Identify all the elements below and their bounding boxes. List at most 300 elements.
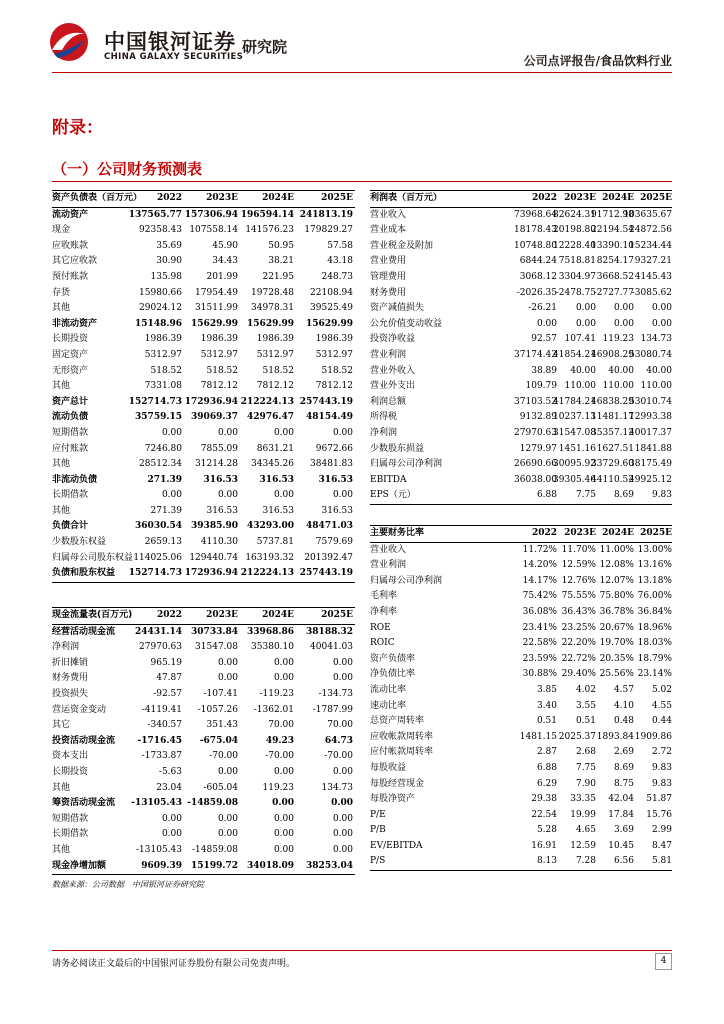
cell-value: 27970.63 — [514, 427, 557, 438]
cell-value: 0.00 — [217, 813, 238, 824]
cell-value: 35.69 — [156, 240, 182, 251]
row-label: 其他 — [52, 505, 71, 516]
cell-value: 44110.52 — [591, 474, 634, 485]
cell-value: 0.00 — [273, 657, 294, 668]
row-label: 其他 — [52, 303, 71, 314]
cell-value: 0.00 — [273, 766, 294, 777]
cell-value: 14.20% — [522, 560, 557, 571]
table-row — [52, 504, 355, 520]
table-header-row — [370, 190, 672, 208]
row-label: 流动负债 — [52, 412, 89, 423]
table-row — [370, 348, 672, 364]
cell-value: 0.00 — [273, 490, 294, 501]
row-label: 归属母公司净利润 — [370, 575, 443, 586]
cell-value: 12.59% — [561, 560, 596, 571]
cell-value: 0.00 — [273, 813, 294, 824]
cell-value: 33729.60 — [591, 459, 634, 470]
cell-value: 316.53 — [321, 505, 353, 516]
cell-value: 0.00 — [273, 673, 294, 684]
cell-value: 37174.42 — [514, 349, 557, 360]
cell-value: 0.00 — [217, 657, 238, 668]
cell-value: 137565.77 — [128, 209, 182, 220]
table-row — [52, 348, 355, 364]
table-title: 现金流量表(百万元) — [52, 610, 133, 620]
page-number: 4 — [655, 953, 672, 970]
cell-value: 119.23 — [602, 334, 634, 345]
cell-value: 4.57 — [613, 684, 634, 695]
table-row — [370, 730, 672, 746]
cell-value: 38.89 — [531, 365, 557, 376]
cell-value: 114025.06 — [133, 552, 182, 563]
cell-value: 11.72% — [522, 544, 557, 555]
cell-value: 12.59 — [570, 840, 596, 851]
cell-value: 20198.80 — [553, 225, 596, 236]
row-label: 其他 — [52, 782, 71, 793]
row-label: 短期借款 — [52, 813, 89, 824]
cell-value: 82624.31 — [553, 209, 596, 220]
cell-value: 7855.09 — [200, 443, 238, 454]
report-type: 公司点评报告/食品饮料行业 — [523, 54, 672, 68]
cell-value: 38175.49 — [629, 459, 672, 470]
cash-flow-table — [52, 607, 355, 875]
cell-value: 110.00 — [640, 381, 672, 392]
cell-value: 201.99 — [206, 271, 238, 282]
table-row — [52, 734, 355, 750]
cell-value: 40041.03 — [310, 642, 353, 653]
cell-value: 3068.12 — [519, 271, 557, 282]
table-row — [52, 286, 355, 302]
row-label: 财务费用 — [370, 287, 407, 298]
cell-value: 1481.15 — [519, 731, 557, 742]
cell-value: 4.02 — [575, 684, 596, 695]
row-label: 应收账款 — [52, 240, 89, 251]
year-header: 2022 — [156, 193, 182, 203]
table-row — [370, 395, 672, 411]
cell-value: 51.87 — [646, 794, 672, 805]
cell-value: 0.00 — [651, 318, 672, 329]
cell-value: 22.72% — [561, 653, 596, 664]
row-label: 其它 — [52, 720, 71, 731]
cell-value: 5312.97 — [315, 349, 353, 360]
table-row — [370, 667, 672, 683]
row-label: 投资活动现金流 — [52, 735, 116, 746]
year-header: 2022 — [156, 610, 182, 620]
cell-value: 351.43 — [206, 720, 238, 731]
cell-value: 40.00 — [570, 365, 596, 376]
cell-value: 35380.10 — [251, 642, 294, 653]
year-header: 2025E — [640, 193, 672, 203]
cell-value: 0.00 — [161, 813, 182, 824]
cell-value: 316.53 — [206, 505, 238, 516]
cell-value: 2.69 — [613, 747, 634, 758]
cell-value: 26690.66 — [514, 459, 557, 470]
cell-value: 1986.39 — [200, 334, 238, 345]
row-label: 其它应收款 — [52, 256, 98, 267]
table-row — [52, 379, 355, 395]
cell-value: 316.53 — [259, 474, 294, 485]
cell-value: 15629.99 — [306, 318, 353, 329]
table-row — [370, 286, 672, 302]
cell-value: 20.67% — [599, 622, 634, 633]
cell-value: 221.95 — [262, 271, 294, 282]
year-header: 2023E — [564, 528, 596, 538]
cell-value: -119.23 — [259, 688, 294, 699]
cell-value: 134.73 — [640, 334, 672, 345]
row-label: 预付账款 — [52, 271, 89, 282]
cell-value: -675.04 — [199, 735, 238, 746]
table-row — [52, 426, 355, 442]
table-row — [52, 223, 355, 239]
cell-value: 1841.88 — [634, 443, 672, 454]
table-row — [370, 605, 672, 621]
cell-value: 8631.21 — [256, 443, 294, 454]
row-label: EPS（元） — [370, 490, 416, 501]
cell-value: 34978.31 — [251, 303, 294, 314]
row-label: 管理费用 — [370, 271, 407, 282]
cell-value: 41854.21 — [553, 349, 596, 360]
cell-value: 1279.97 — [519, 443, 557, 454]
table-row — [370, 270, 672, 286]
row-label: 总资产周转率 — [370, 716, 425, 727]
table-row — [370, 839, 672, 855]
cell-value: 7.90 — [575, 778, 596, 789]
table-row — [52, 640, 355, 656]
table-row — [52, 519, 355, 535]
cell-value: 271.39 — [150, 505, 182, 516]
cell-value: 11.70% — [561, 544, 596, 555]
cell-value: 0.00 — [161, 829, 182, 840]
table-row — [370, 854, 672, 871]
table-row — [52, 671, 355, 687]
cell-value: -1733.87 — [141, 751, 182, 762]
table-row — [52, 859, 355, 876]
cell-value: -340.57 — [147, 720, 182, 731]
cell-value: 248.73 — [321, 271, 353, 282]
cell-value: 13.16% — [637, 560, 672, 571]
cell-value: 30.90 — [156, 256, 182, 267]
row-label: 其他 — [52, 381, 71, 392]
cell-value: 2.72 — [651, 747, 672, 758]
cell-value: 0.00 — [332, 813, 353, 824]
row-label: 无形资产 — [52, 365, 89, 376]
cell-value: 29.40% — [561, 669, 596, 680]
cell-value: -3085.62 — [631, 287, 672, 298]
cell-value: 0.00 — [217, 490, 238, 501]
table-row — [52, 364, 355, 380]
cell-value: 1627.51 — [596, 443, 634, 454]
cell-value: 36.84% — [637, 606, 672, 617]
cell-value: 7246.80 — [144, 443, 182, 454]
row-label: 营业外支出 — [370, 381, 416, 392]
cell-value: 31547.08 — [195, 642, 238, 653]
cell-value: 4.10 — [613, 700, 634, 711]
table-row — [52, 625, 355, 641]
cell-value: 179829.27 — [304, 225, 353, 236]
row-label: 现金净增加额 — [52, 860, 107, 871]
cell-value: 9327.21 — [634, 256, 672, 267]
row-label: 资本支出 — [52, 751, 89, 762]
row-label: 固定资产 — [52, 349, 89, 360]
cell-value: 20.35% — [599, 653, 634, 664]
row-label: 应付帐款周转率 — [370, 747, 434, 758]
row-label: 营业税金及附加 — [370, 240, 434, 251]
table-title: 利润表（百万元） — [370, 193, 443, 203]
footer-divider — [52, 950, 672, 951]
cell-value: 13.18% — [637, 575, 672, 586]
cell-value: 18178.43 — [514, 225, 557, 236]
institute-label: 研究院 — [242, 38, 288, 56]
table-row — [52, 765, 355, 781]
cell-value: 47.87 — [156, 673, 182, 684]
row-label: 其他 — [52, 459, 71, 470]
row-label: 营业利润 — [370, 349, 407, 360]
cell-value: 42.04 — [608, 794, 634, 805]
cell-value: 76.00% — [637, 591, 672, 602]
table-row — [370, 683, 672, 699]
cell-value: 110.00 — [564, 381, 596, 392]
row-label: EBITDA — [370, 474, 407, 485]
row-label: 少数股东权益 — [52, 537, 107, 548]
cell-value: -2026.35 — [516, 287, 557, 298]
cell-value: 0.44 — [651, 716, 672, 727]
table-row — [52, 566, 355, 583]
cell-value: 50.95 — [268, 240, 294, 251]
cell-value: 4110.30 — [200, 537, 238, 548]
cell-value: 46838.29 — [591, 396, 634, 407]
section-divider — [52, 181, 672, 182]
table-row — [52, 254, 355, 270]
year-header: 2024E — [602, 193, 634, 203]
cell-value: 22108.94 — [310, 287, 353, 298]
cell-value: 70.00 — [327, 720, 353, 731]
table-row — [52, 796, 355, 812]
cell-value: -107.41 — [203, 688, 238, 699]
table-row — [370, 457, 672, 473]
cell-value: -14859.08 — [192, 844, 238, 855]
cell-value: 22194.54 — [591, 225, 634, 236]
cell-value: 8.69 — [613, 762, 634, 773]
cell-value: 6.56 — [613, 856, 634, 867]
row-label: P/E — [370, 809, 386, 820]
cell-value: 0.00 — [273, 844, 294, 855]
cell-value: 40017.37 — [629, 427, 672, 438]
row-label: 营运资金变动 — [52, 704, 107, 715]
cell-value: 38481.83 — [310, 459, 353, 470]
cell-value: 212224.13 — [240, 568, 294, 579]
table-row — [370, 589, 672, 605]
cell-value: 518.52 — [150, 365, 182, 376]
row-label: 负债和股东权益 — [52, 568, 116, 579]
financial-ratios-table — [370, 525, 672, 871]
cell-value: 965.19 — [150, 657, 182, 668]
row-label: P/S — [370, 856, 386, 867]
row-label: 折旧摊销 — [52, 657, 89, 668]
table-row — [370, 239, 672, 255]
cell-value: 152714.73 — [128, 396, 182, 407]
cell-value: 23.14% — [637, 669, 672, 680]
table-row — [370, 488, 672, 505]
cell-value: 0.00 — [332, 657, 353, 668]
cell-value: 36.08% — [522, 606, 557, 617]
table-row — [370, 823, 672, 839]
table-row — [370, 808, 672, 824]
cell-value: 38253.04 — [306, 860, 353, 871]
row-label: 净利润 — [52, 642, 80, 653]
table-row — [52, 473, 355, 489]
cell-value: 40.00 — [608, 365, 634, 376]
cell-value: 196594.14 — [240, 209, 294, 220]
cell-value: 91712.98 — [591, 209, 634, 220]
cell-value: 1893.84 — [596, 731, 634, 742]
cell-value: 257443.19 — [299, 396, 353, 407]
cell-value: 0.00 — [332, 673, 353, 684]
cell-value: 18.96% — [637, 622, 672, 633]
cell-value: 33.35 — [570, 794, 596, 805]
cell-value: 4.55 — [651, 700, 672, 711]
row-label: 营业成本 — [370, 225, 407, 236]
table-row — [52, 395, 355, 411]
row-label: 财务费用 — [52, 673, 89, 684]
row-label: 筹资活动现金流 — [52, 798, 116, 809]
cell-value: 27970.63 — [139, 642, 182, 653]
table-row — [52, 457, 355, 473]
cell-value: 9.83 — [651, 490, 672, 501]
row-label: 归属母公司净利润 — [370, 459, 443, 470]
cell-value: 48154.49 — [306, 412, 353, 423]
table-row — [370, 254, 672, 270]
cell-value: 0.00 — [613, 318, 634, 329]
row-label: 现金 — [52, 225, 71, 236]
row-label: 营业收入 — [370, 209, 407, 220]
cell-value: -134.73 — [318, 688, 353, 699]
table-row — [370, 699, 672, 715]
cell-value: 0.00 — [331, 798, 353, 809]
cell-value: 518.52 — [206, 365, 238, 376]
table-row — [52, 535, 355, 551]
cell-value: 5312.97 — [144, 349, 182, 360]
header-divider — [52, 72, 672, 73]
cell-value: -5.63 — [158, 766, 182, 777]
cell-value: 0.00 — [332, 490, 353, 501]
company-name-en: CHINA GALAXY SECURITIES — [104, 52, 244, 62]
cell-value: -14859.08 — [187, 798, 238, 809]
table-header-row — [370, 525, 672, 543]
cell-value: 5312.97 — [256, 349, 294, 360]
row-label: 存货 — [52, 287, 71, 298]
table-row — [370, 364, 672, 380]
cell-value: 36.43% — [561, 606, 596, 617]
cell-value: 0.00 — [332, 829, 353, 840]
cell-value: 39305.46 — [553, 474, 596, 485]
cell-value: 38.21 — [268, 256, 294, 267]
cell-value: 141576.23 — [245, 225, 294, 236]
cell-value: 5737.81 — [256, 537, 294, 548]
cell-value: 0.00 — [332, 844, 353, 855]
disclaimer: 请务必阅读正文最后的中国银河证券股份有限公司免责声明。 — [52, 959, 296, 969]
table-row — [370, 208, 672, 224]
cell-value: 41784.21 — [553, 396, 596, 407]
cell-value: 134.73 — [321, 782, 353, 793]
row-label: ROE — [370, 622, 391, 633]
cell-value: 31547.08 — [553, 427, 596, 438]
cell-value: 0.51 — [536, 716, 557, 727]
cell-value: 172936.94 — [184, 568, 238, 579]
table-row — [52, 270, 355, 286]
cell-value: 6.88 — [536, 490, 557, 501]
table-title: 主要财务比率 — [370, 528, 425, 538]
table-row — [370, 410, 672, 426]
appendix-title: 附录： — [52, 118, 103, 138]
year-header: 2025E — [321, 193, 353, 203]
table-row — [370, 223, 672, 239]
cell-value: 30095.92 — [553, 459, 596, 470]
table-row — [52, 301, 355, 317]
cell-value: -13105.43 — [131, 798, 182, 809]
cell-value: 19728.48 — [251, 287, 294, 298]
cell-value: 103635.67 — [623, 209, 672, 220]
table-row — [370, 792, 672, 808]
table-row — [52, 317, 355, 333]
cell-value: -1716.45 — [137, 735, 182, 746]
cell-value: 12.07% — [599, 575, 634, 586]
cell-value: 36.78% — [599, 606, 634, 617]
row-label: 长期借款 — [52, 829, 89, 840]
table-row — [52, 442, 355, 458]
cell-value: 15629.99 — [247, 318, 294, 329]
row-label: 净利率 — [370, 606, 398, 617]
cell-value: 8254.17 — [596, 256, 634, 267]
cell-value: 135.98 — [150, 271, 182, 282]
row-label: 利润总额 — [370, 396, 407, 407]
cell-value: 75.42% — [522, 591, 557, 602]
cell-value: 49.23 — [265, 735, 294, 746]
cell-value: 518.52 — [321, 365, 353, 376]
cell-value: 39069.37 — [191, 412, 238, 423]
cell-value: 9.83 — [651, 762, 672, 773]
row-label: 资产总计 — [52, 396, 89, 407]
cell-value: 0.00 — [613, 303, 634, 314]
year-header: 2023E — [206, 193, 238, 203]
table-row — [370, 442, 672, 458]
cell-value: 212224.13 — [240, 396, 294, 407]
cell-value: 11.00% — [599, 544, 634, 555]
cell-value: 12.08% — [599, 560, 634, 571]
cell-value: 3668.52 — [596, 271, 634, 282]
cell-value: 0.00 — [217, 427, 238, 438]
cell-value: 43.18 — [327, 256, 353, 267]
table-row — [52, 812, 355, 828]
cell-value: 17.84 — [608, 809, 634, 820]
table-row — [370, 426, 672, 442]
cell-value: 0.00 — [332, 427, 353, 438]
cell-value: 17954.49 — [195, 287, 238, 298]
table-row — [370, 317, 672, 333]
cell-value: 0.00 — [272, 798, 294, 809]
cell-value: 35759.15 — [135, 412, 182, 423]
cell-value: -70.00 — [324, 751, 353, 762]
cell-value: 13.00% — [637, 544, 672, 555]
row-label: 经营活动现金流 — [52, 626, 116, 637]
cell-value: 3.40 — [536, 700, 557, 711]
cell-value: 1986.39 — [144, 334, 182, 345]
row-label: 归属母公司股东权益 — [52, 552, 134, 563]
row-label: 营业费用 — [370, 256, 407, 267]
cell-value: 8.69 — [613, 490, 634, 501]
cell-value: 13390.10 — [591, 240, 634, 251]
cell-value: 9672.66 — [315, 443, 353, 454]
cell-value: 12228.40 — [553, 240, 596, 251]
cell-value: 107.41 — [564, 334, 596, 345]
